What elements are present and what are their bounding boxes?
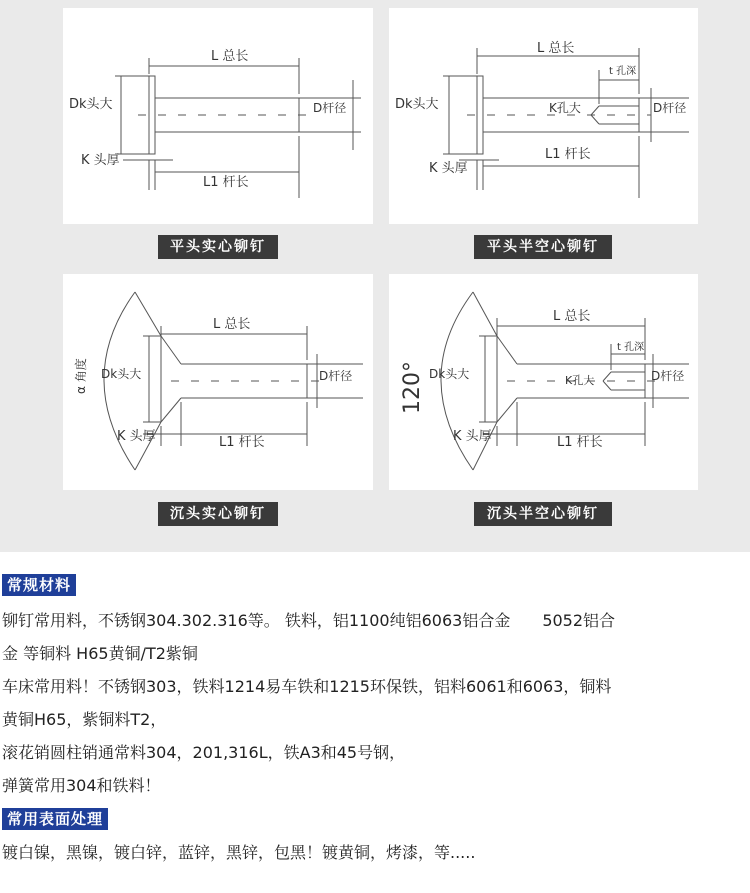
materials-line-6: 弹簧常用304和铁料！ — [2, 776, 161, 795]
label-hole-diameter: K孔大 — [549, 101, 581, 115]
label-hole-depth: t 孔深 — [617, 342, 645, 353]
label-total-length: L 总长 — [213, 317, 251, 332]
materials-heading: 常规材料 — [2, 574, 76, 596]
label-head-diameter: Dk头大 — [101, 367, 142, 381]
flat-head-solid-drawing — [63, 8, 373, 224]
label-head-diameter: Dk头大 — [429, 367, 470, 381]
label-shank-length: L1 杆长 — [203, 175, 249, 190]
materials-line-4: 黄铜H65，紫铜料T2， — [2, 710, 167, 729]
label-head-thickness: K 头厚 — [429, 161, 468, 176]
label-shank-diameter: D杆径 — [653, 101, 687, 115]
label-total-length: L 总长 — [537, 41, 575, 56]
label-head-thickness: K 头厚 — [453, 429, 492, 444]
surface-heading: 常用表面处理 — [2, 808, 108, 830]
label-shank-length: L1 杆长 — [219, 435, 265, 450]
caption-flat-head-solid: 平头实心铆钉 — [158, 235, 278, 259]
label-angle: α 角度 — [74, 358, 88, 394]
label-shank-diameter: D杆径 — [319, 369, 353, 383]
countersunk-semi-hollow-drawing — [389, 274, 698, 490]
label-shank-diameter: D杆径 — [313, 101, 347, 115]
diagram-countersunk-semi-hollow — [389, 274, 698, 490]
label-total-length: L 总长 — [553, 309, 591, 324]
label-total-length: L 总长 — [211, 49, 249, 64]
materials-line-1: 铆钉常用料，不锈钢304.302.316等。 铁料，铝1100纯铝6063铝合金 5052铝合 — [2, 611, 616, 630]
label-hole-diameter: K孔大 — [565, 374, 595, 387]
diagram-countersunk-solid — [63, 274, 373, 490]
label-head-diameter: Dk头大 — [395, 97, 439, 112]
materials-line-3: 车床常用料！不锈钢303，铁料1214易车铁和1215环保铁，铝料6061和6063，铜料 — [2, 677, 612, 696]
materials-line-2: 金 等铜料 H65黄铜/T2紫铜 — [2, 644, 198, 663]
countersunk-solid-drawing — [63, 274, 373, 490]
label-shank-length: L1 杆长 — [545, 147, 591, 162]
surface-line-1: 镀白镍，黑镍，镀白锌，蓝锌，黑锌，包黑！镀黄铜，烤漆，等..... — [2, 843, 476, 862]
caption-countersunk-semi-hollow: 沉头半空心铆钉 — [474, 502, 612, 526]
caption-countersunk-solid: 沉头实心铆钉 — [158, 502, 278, 526]
diagram-flat-head-solid — [63, 8, 373, 224]
flat-head-semi-hollow-drawing — [389, 8, 698, 224]
label-shank-diameter: D杆径 — [651, 369, 685, 383]
label-head-diameter: Dk头大 — [69, 97, 113, 112]
diagram-flat-head-semi-hollow — [389, 8, 698, 224]
label-angle: 120° — [400, 361, 425, 414]
materials-line-5: 滚花销圆柱销通常料304，201,316L，铁A3和45号钢， — [2, 743, 406, 762]
label-shank-length: L1 杆长 — [557, 435, 603, 450]
caption-flat-head-semi-hollow: 平头半空心铆钉 — [474, 235, 612, 259]
label-head-thickness: K 头厚 — [117, 429, 156, 444]
label-hole-depth: t 孔深 — [609, 66, 637, 77]
label-head-thickness: K 头厚 — [81, 153, 120, 168]
